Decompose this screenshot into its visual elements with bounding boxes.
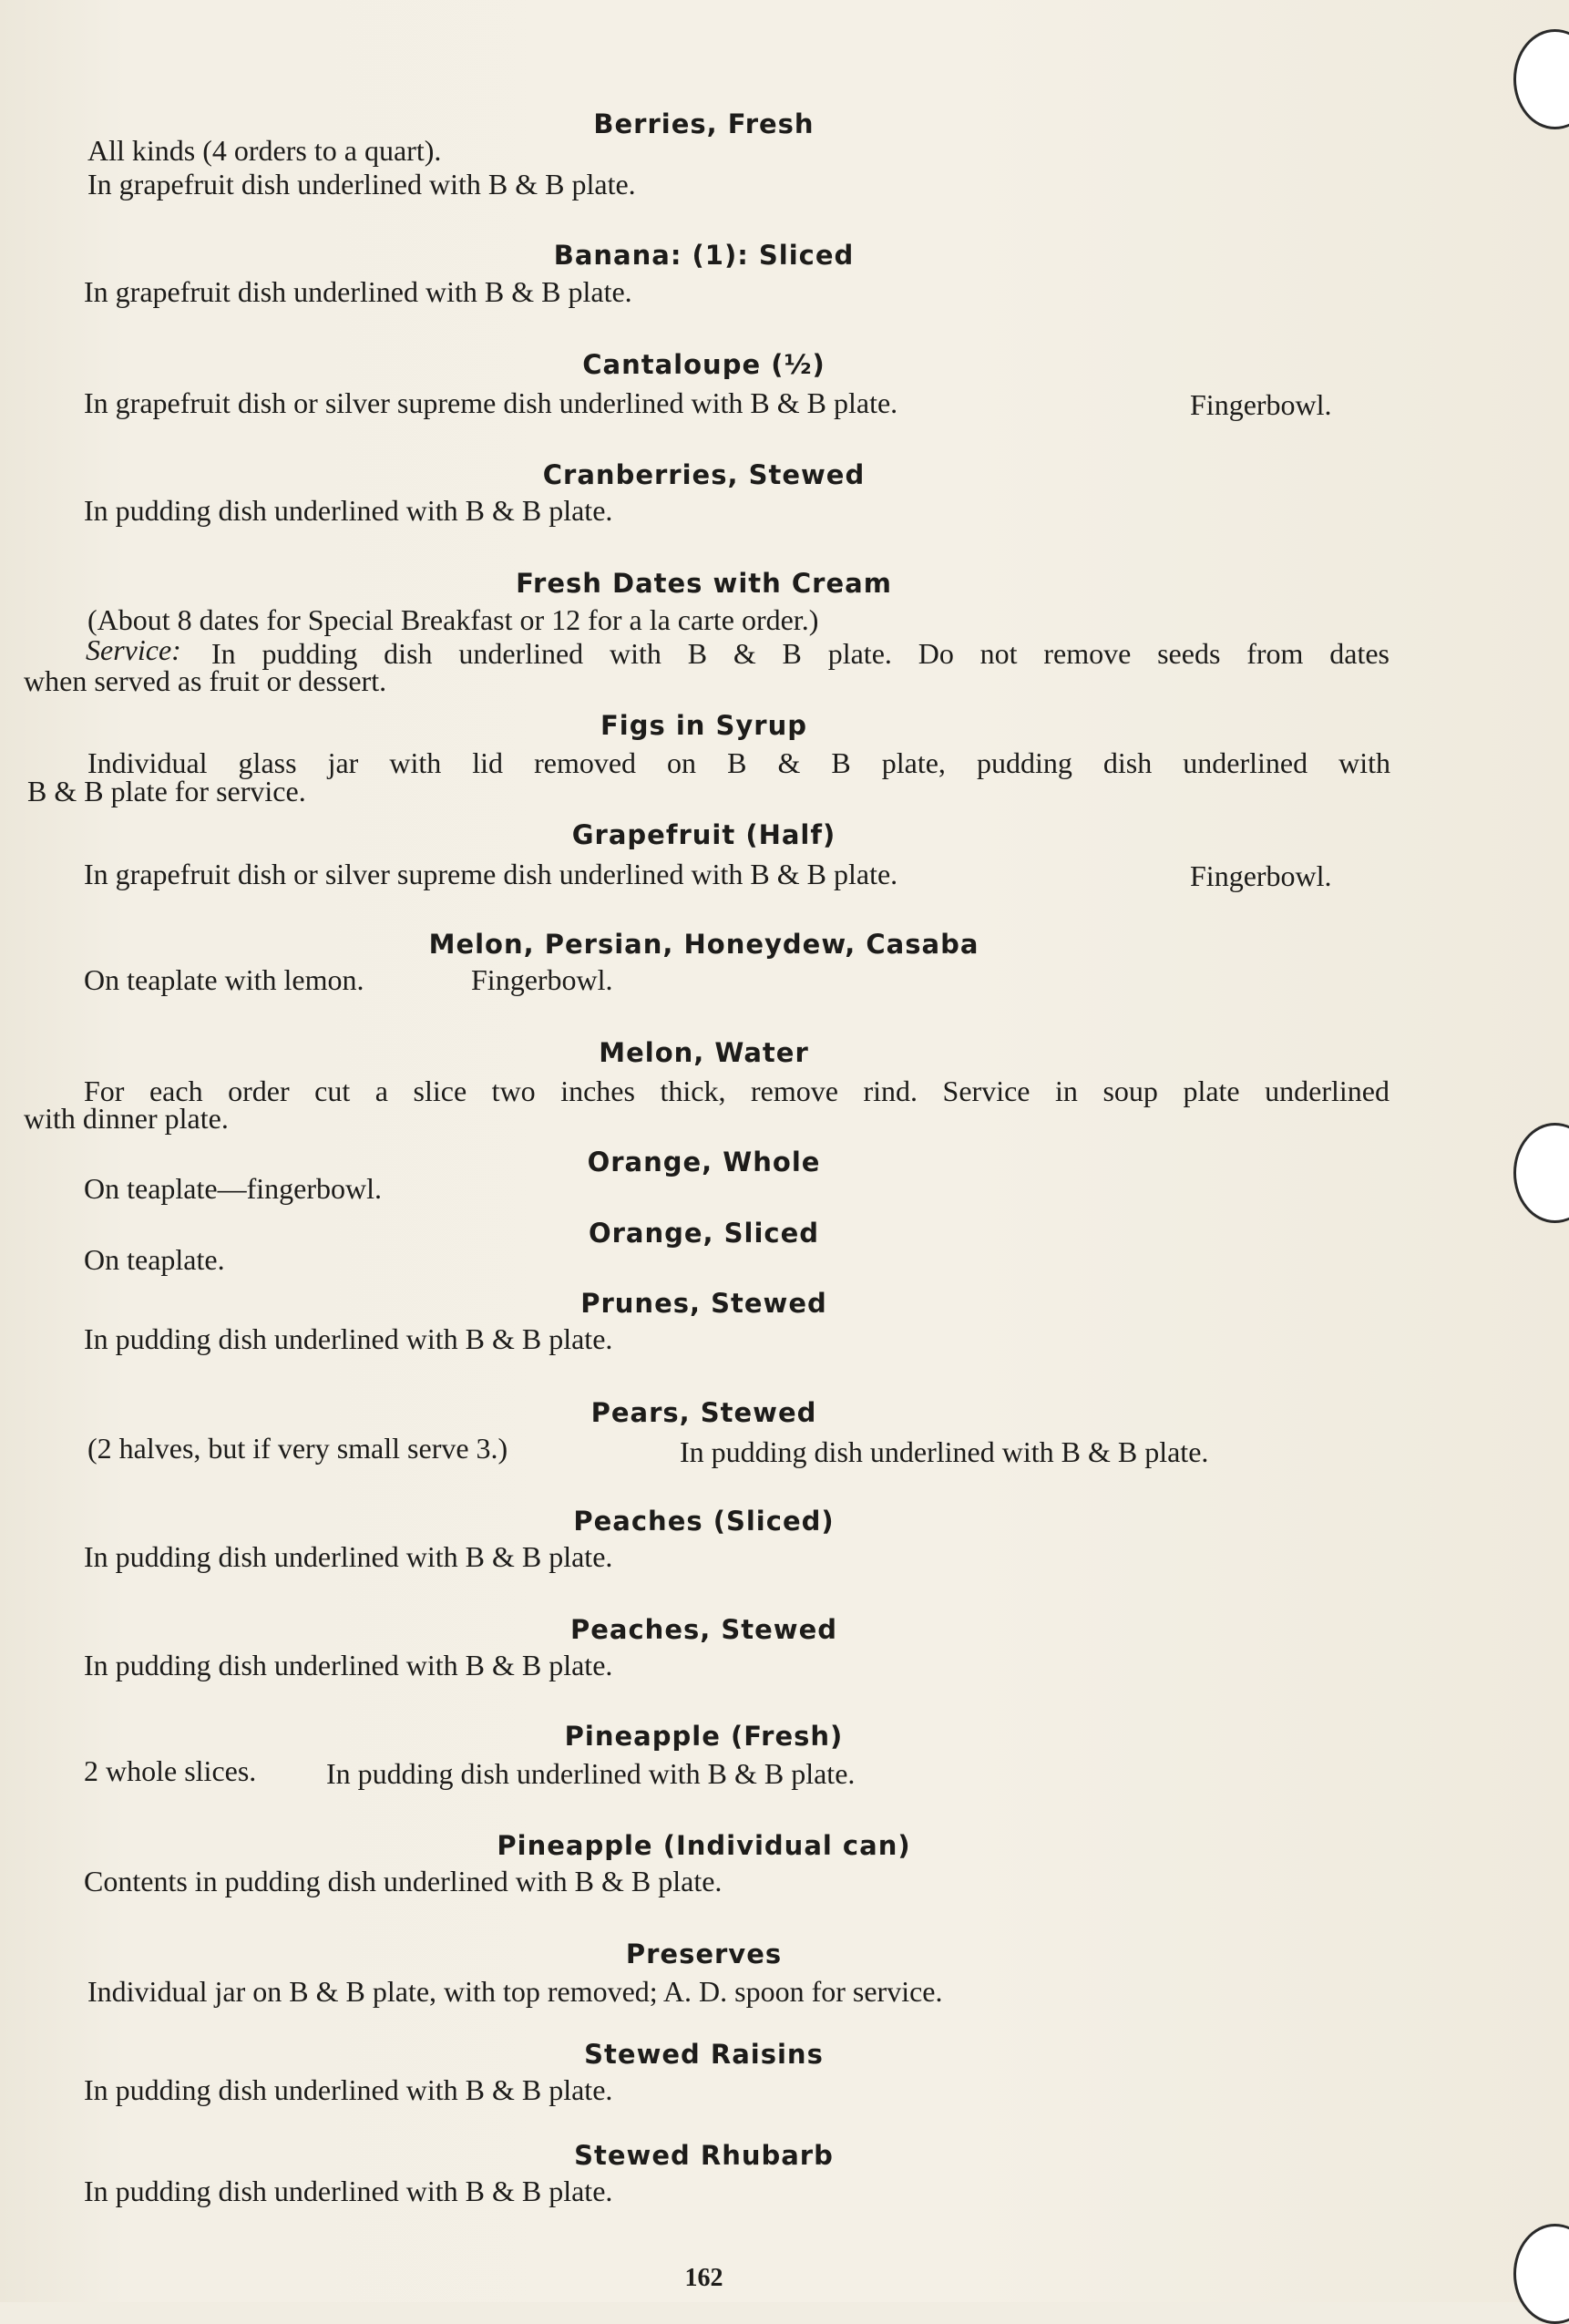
entry-title: Cantaloupe (½)	[582, 349, 826, 380]
entry-text: In grapefruit dish or silver supreme dish underlined with B & B plate.	[84, 858, 898, 890]
entry-text: All kinds (4 orders to a quart).	[87, 134, 442, 167]
entry-title: Stewed Raisins	[584, 2039, 824, 2070]
entry-text: On teaplate with lemon.	[84, 963, 364, 996]
entry-text: In pudding dish underlined with B & B plate.	[84, 2175, 613, 2207]
entry-text: with dinner plate.	[24, 1102, 229, 1135]
entry-text: Contents in pudding dish underlined with B & B plate.	[84, 1865, 723, 1897]
entry-text: Individual jar on B & B plate, with top removed; A. D. spoon for service.	[87, 1975, 943, 2008]
entry-title: Prunes, Stewed	[580, 1288, 827, 1319]
entry-title: Pineapple (Fresh)	[564, 1721, 844, 1752]
entry-text: (About 8 dates for Special Breakfast or 12 for a la carte order.)	[87, 603, 819, 636]
entry-title: Grapefruit (Half)	[571, 819, 836, 850]
entry-text: (2 halves, but if very small serve 3.)	[87, 1432, 508, 1465]
entry-text: For each order cut a slice two inches thick, remove rind. Service in soup plate underlined	[84, 1075, 1390, 1107]
entry-title: Banana: (1): Sliced	[553, 240, 855, 271]
entry-text: Fingerbowl.	[1190, 388, 1332, 421]
entry-text: Individual glass jar with lid removed on B & B plate, pudding dish underlined with	[87, 746, 1390, 779]
entry-text: In pudding dish underlined with B & B plate. Do not remove seeds from dates	[211, 637, 1390, 670]
page-number: 162	[684, 2264, 723, 2292]
entry-text: 2 whole slices.	[84, 1754, 257, 1787]
entry-text: Fingerbowl.	[471, 963, 613, 996]
entry-text: In pudding dish underlined with B & B plate.	[84, 2073, 613, 2106]
entry-title: Stewed Rhubarb	[574, 2140, 834, 2171]
entry-text: In grapefruit dish underlined with B & B plate.	[87, 168, 636, 201]
entry-title: Preserves	[625, 1938, 783, 1969]
entry-title: Peaches, Stewed	[569, 1614, 837, 1645]
entry-text: In pudding dish underlined with B & B plate.	[84, 494, 613, 527]
entry-text: In pudding dish underlined with B & B plate.	[84, 1322, 613, 1355]
entry-title: Berries, Fresh	[593, 108, 815, 139]
binder-hole	[1513, 2224, 1569, 2324]
entry-text: In grapefruit dish or silver supreme dish underlined with B & B plate.	[84, 386, 898, 419]
entry-title: Cranberries, Stewed	[542, 459, 866, 490]
entry-label: Service:	[86, 633, 181, 666]
entry-text: In grapefruit dish underlined with B & B plate.	[84, 275, 632, 308]
entry-title: Orange, Whole	[587, 1147, 821, 1177]
entry-title: Fresh Dates with Cream	[516, 568, 892, 599]
entry-title: Pears, Stewed	[590, 1397, 817, 1428]
entry-text: Fingerbowl.	[1190, 859, 1332, 892]
entry-title: Melon, Water	[599, 1037, 809, 1068]
entry-title: Melon, Persian, Honeydew, Casaba	[428, 929, 979, 960]
entry-text: On teaplate.	[84, 1243, 225, 1276]
entry-text: In pudding dish underlined with B & B plate.	[84, 1649, 613, 1681]
entry-text: In pudding dish underlined with B & B plate.	[84, 1540, 613, 1573]
entry-title: Figs in Syrup	[600, 710, 808, 741]
entry-title: Peaches (Sliced)	[573, 1506, 835, 1537]
entry-text: B & B plate for service.	[27, 775, 306, 807]
entry-title: Orange, Sliced	[588, 1218, 820, 1249]
entry-text: when served as fruit or dessert.	[24, 664, 387, 697]
entry-text: In pudding dish underlined with B & B plate.	[326, 1757, 856, 1790]
entry-title: Pineapple (Individual can)	[497, 1830, 911, 1861]
entry-text: On teaplate—fingerbowl.	[84, 1172, 382, 1205]
entry-text: In pudding dish underlined with B & B plate.	[680, 1435, 1209, 1468]
binder-hole	[1513, 29, 1569, 129]
binder-hole	[1513, 1123, 1569, 1223]
